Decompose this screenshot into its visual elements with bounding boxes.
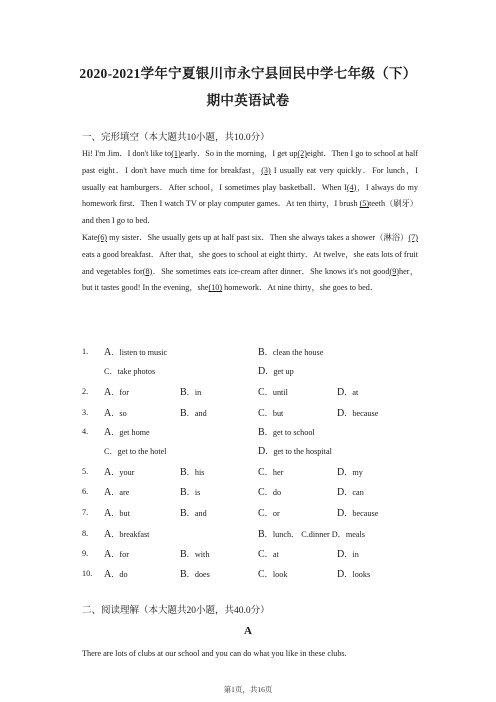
- option-text: ．get to the hospital: [265, 447, 332, 456]
- option-text: ．my: [344, 468, 363, 477]
- option-letter: D: [258, 446, 266, 457]
- section-2-heading: 二、阅读理解（本大题共20小题，共40.0分）: [82, 606, 270, 616]
- answer-option: [104, 569, 128, 580]
- option-text: ．do: [264, 488, 282, 497]
- option-text: ．lunch． C.dinner D．meals: [264, 530, 365, 539]
- answer-option: [180, 467, 204, 478]
- question-row: [82, 446, 422, 460]
- question-number: 5.: [82, 467, 89, 476]
- question-number: 8.: [82, 529, 89, 538]
- option-text: ．or: [264, 509, 280, 518]
- option-text: ．but: [264, 409, 284, 418]
- option-text: ．for: [111, 550, 129, 559]
- answer-option: [180, 549, 209, 560]
- option-text: ．clean the house: [264, 348, 324, 357]
- question-number: 3.: [82, 408, 89, 417]
- question-row: [82, 347, 422, 361]
- passage-text: my sister．She usually gets up at half past six．Then she always takes a shower（淋浴）: [107, 232, 409, 242]
- option-text: ．because: [344, 509, 379, 518]
- answer-option: [337, 467, 363, 478]
- question-row: [82, 529, 422, 543]
- option-letter: B: [180, 569, 187, 580]
- answer-option: [337, 549, 359, 560]
- blank-number: (1): [171, 149, 181, 158]
- option-text: ．at: [264, 550, 279, 559]
- question-row: [82, 487, 422, 501]
- option-letter: A: [104, 427, 112, 438]
- question-row: [82, 366, 422, 380]
- option-letter: B: [258, 347, 265, 358]
- passage-text: Kate: [82, 232, 98, 242]
- question-number: 6.: [82, 487, 89, 496]
- answer-option: [180, 569, 210, 580]
- blank-number: (7): [408, 232, 418, 242]
- option-text: ．for: [111, 388, 129, 397]
- answer-option: [104, 366, 155, 377]
- blank-number: (2): [297, 149, 307, 158]
- option-text: ．is: [186, 488, 201, 497]
- answer-option: [258, 366, 294, 377]
- question-row: [82, 387, 422, 401]
- option-letter: A: [104, 347, 112, 358]
- option-letter: A: [104, 467, 112, 478]
- option-letter: B: [180, 549, 187, 560]
- option-letter: C: [258, 467, 265, 478]
- question-row: [82, 569, 422, 583]
- answer-option: [104, 427, 150, 438]
- option-text: ．are: [111, 488, 130, 497]
- option-letter: D: [258, 366, 266, 377]
- cloze-passage: [82, 146, 418, 297]
- option-letter: D: [337, 508, 345, 519]
- option-letter: D: [337, 408, 345, 419]
- option-text: ．at: [344, 388, 359, 397]
- option-text: ．but: [111, 509, 130, 518]
- option-letter: D: [337, 387, 345, 398]
- option-letter: B: [180, 408, 187, 419]
- passage-text: early．So in the morning，I get up: [180, 149, 298, 158]
- option-letter: D: [337, 487, 345, 498]
- option-text: ．and: [186, 509, 207, 518]
- question-row: [82, 467, 422, 481]
- option-letter: B: [180, 487, 187, 498]
- answer-option: [337, 408, 378, 419]
- option-text: ．breakfast: [111, 530, 150, 539]
- option-letter: C: [258, 508, 265, 519]
- part-a-label: A: [244, 625, 252, 637]
- option-letter: C: [258, 487, 265, 498]
- option-letter: A: [104, 408, 112, 419]
- option-text: ．in: [344, 550, 359, 559]
- option-text: ．her: [264, 468, 284, 477]
- passage-text: her，but it tastes good! In the evening，she: [82, 266, 419, 293]
- blank-number: (5): [359, 199, 370, 209]
- option-text: ．can: [344, 488, 364, 497]
- question-number: 10.: [82, 569, 93, 578]
- passage-text: eight．Then I go to school at half past eight．I don't have much time for breakfast，: [82, 149, 419, 175]
- title-line-2: 期中英语试卷: [206, 93, 290, 108]
- answer-option: [180, 408, 207, 419]
- passage-text: Hi! I'm Jim．I don't like to: [82, 149, 172, 158]
- option-text: ．does: [186, 570, 210, 579]
- answer-option: [258, 569, 287, 580]
- reading-first-line: There are lots of clubs at our school and you can do what you like in these clubs.: [82, 649, 347, 658]
- answer-option: [258, 387, 288, 398]
- option-letter: A: [104, 549, 112, 560]
- option-letter: D: [337, 569, 345, 580]
- question-number: 1.: [82, 347, 89, 356]
- answer-option: [258, 549, 279, 560]
- option-text: ．looks: [344, 570, 371, 579]
- option-letter: A: [104, 508, 112, 519]
- option-letter: D: [337, 549, 345, 560]
- passage-text: eats a good breakfast．After that，she goes to school at eight thirty．At twelve，she eats lots of fruit and vegetables for: [82, 249, 418, 276]
- passage-text: ．She sometimes eats ice-cream after dinner．She knows it's not good: [152, 266, 390, 276]
- answer-option: [258, 508, 280, 519]
- option-letter: B: [258, 529, 265, 540]
- answer-option: [258, 487, 281, 498]
- option-letter: A: [104, 529, 112, 540]
- answer-option: [104, 508, 130, 519]
- option-letter: C: [258, 387, 265, 398]
- option-letter: B: [180, 467, 187, 478]
- option-letter: A: [104, 387, 112, 398]
- answer-option: [258, 427, 315, 438]
- answer-option: [180, 387, 201, 398]
- passage-text: teeth（刷牙）and then I go to bed．: [82, 199, 418, 226]
- option-text: ．his: [186, 468, 205, 477]
- blank-number: (10): [208, 283, 223, 293]
- page-footer: 第1页，共16页: [223, 685, 273, 694]
- option-text: ．look: [264, 570, 288, 579]
- answer-option: [180, 508, 207, 519]
- question-row: [82, 427, 422, 441]
- option-letter: B: [180, 508, 187, 519]
- answer-option: [258, 529, 365, 540]
- option-letter: B: [180, 387, 187, 398]
- passage-text: ，I always do my homework first．Then I watch TV or play computer games．At ten thirty，I brush: [82, 182, 418, 209]
- answer-option: [258, 347, 323, 358]
- option-text: ．get to school: [264, 428, 315, 437]
- question-number: 4.: [82, 427, 89, 436]
- option-text: ．until: [264, 388, 288, 397]
- option-text: ．because: [344, 409, 379, 418]
- option-text: ．get home: [111, 428, 150, 437]
- option-text: ．with: [186, 550, 210, 559]
- option-letter: D: [337, 467, 345, 478]
- option-text: ．get up: [265, 367, 294, 376]
- answer-option: [337, 508, 378, 519]
- answer-option: [180, 487, 200, 498]
- option-text: ．do: [111, 570, 128, 579]
- passage-text: homework．At nine thirty，she goes to bed．: [222, 283, 379, 293]
- option-text: ．in: [186, 388, 202, 397]
- question-row: [82, 408, 422, 422]
- option-text: ．your: [111, 468, 135, 477]
- question-number: 2.: [82, 387, 89, 396]
- option-letter: B: [258, 427, 265, 438]
- option-text: ．so: [111, 409, 127, 418]
- question-number: 9.: [82, 549, 89, 558]
- question-row: [82, 549, 422, 563]
- option-text: ．and: [186, 409, 207, 418]
- answer-option: [337, 487, 364, 498]
- answer-option: [337, 569, 370, 580]
- passage-text: I usually eat very quickly．For lunch，I usually eat hamburgers．After school，I sometimes play basketball．When I: [82, 165, 418, 192]
- blank-number: (4): [346, 182, 357, 192]
- option-letter: C: [258, 569, 265, 580]
- option-text: ．listen to music: [111, 348, 168, 357]
- blank-number: (3): [261, 165, 271, 175]
- blank-number: (6): [97, 232, 108, 242]
- answer-option: [104, 487, 129, 498]
- answer-option: [104, 549, 129, 560]
- question-row: [82, 508, 422, 522]
- answer-option: [104, 446, 167, 457]
- section-1-heading: 一、完形填空（本大题共10小题，共10.0分）: [82, 133, 270, 143]
- blank-number: (9): [389, 266, 400, 276]
- answer-option: [258, 467, 283, 478]
- title-line-1: 2020-2021学年宁夏银川市永宁县回民中学七年级（下）: [79, 66, 417, 81]
- question-number: 7.: [82, 508, 89, 517]
- answer-option: [258, 446, 332, 457]
- option-text: C．take photos: [104, 367, 156, 376]
- option-letter: C: [258, 408, 265, 419]
- answer-option: [104, 387, 129, 398]
- blank-number: (8): [142, 266, 153, 276]
- answer-option: [104, 529, 149, 540]
- option-letter: C: [258, 549, 265, 560]
- answer-option: [258, 408, 283, 419]
- option-text: C．get to the hotel: [104, 447, 167, 456]
- option-letter: A: [104, 487, 112, 498]
- option-letter: A: [104, 569, 112, 580]
- answer-option: [104, 408, 127, 419]
- answer-option: [104, 347, 167, 358]
- answer-option: [104, 467, 134, 478]
- answer-option: [337, 387, 358, 398]
